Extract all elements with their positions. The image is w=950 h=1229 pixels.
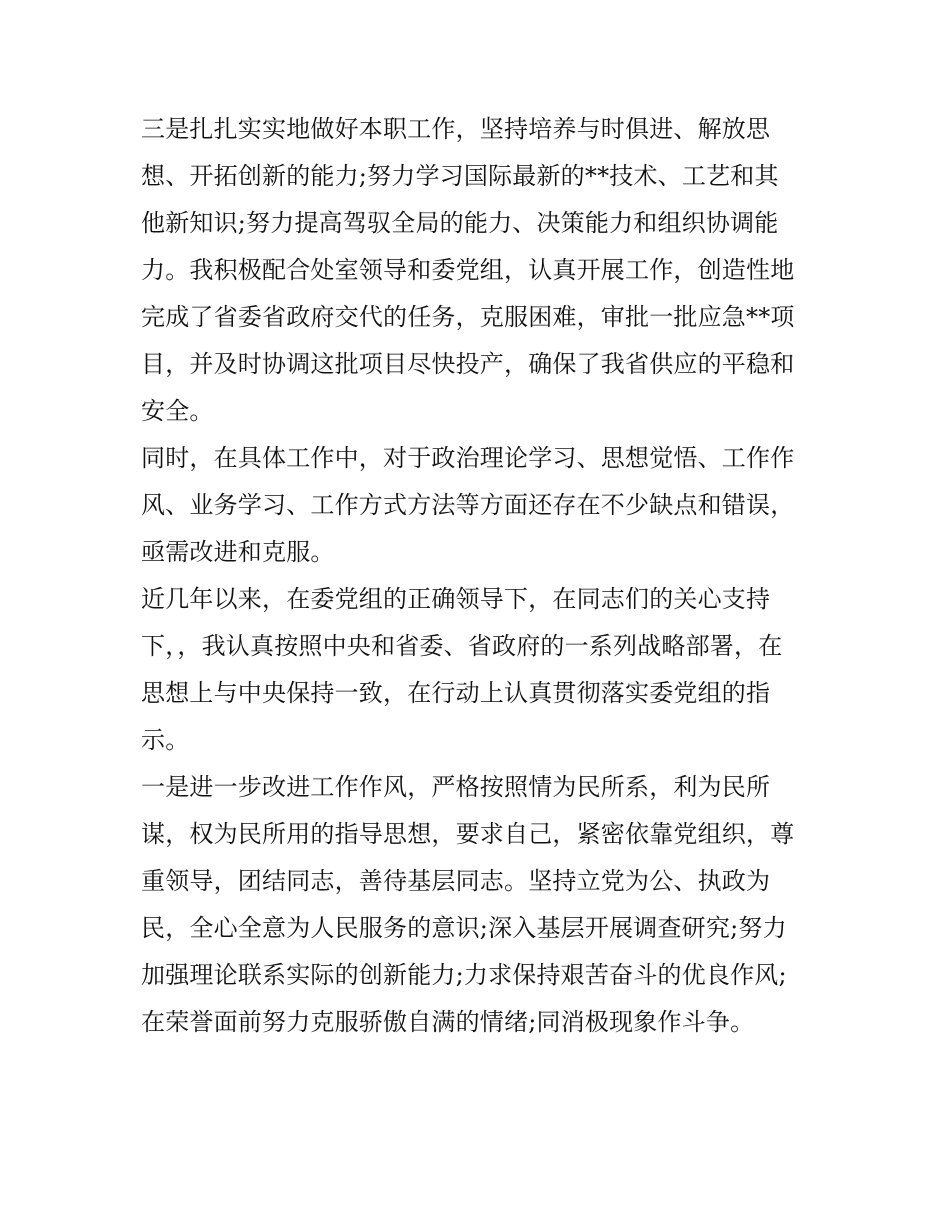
text-line: 力。我积极配合处室领导和委党组，认真开展工作，创造性地 (141, 256, 795, 284)
text-line: 他新知识;努力提高驾驭全局的能力、决策能力和组织协调能 (141, 209, 779, 237)
text-line: 示。 (141, 726, 190, 754)
text-line: 完成了省委省政府交代的任务，克服困难，审批一批应急**项 (141, 303, 795, 331)
text-line: 在荣誉面前努力克服骄傲自满的情绪;同消极现象作斗争。 (141, 1008, 755, 1036)
text-line: 民，全心全意为人民服务的意识;深入基层开展调查研究;努力 (141, 914, 787, 942)
text-line: 同时，在具体工作中，对于政治理论学习、思想觉悟、工作作 (141, 444, 795, 472)
text-line: 三是扎扎实实地做好本职工作，坚持培养与时俱进、解放思 (141, 115, 771, 143)
text-line: 想、开拓创新的能力;努力学习国际最新的**技术、工艺和其 (141, 162, 779, 190)
text-line: 谋，权为民所用的指导思想，要求自己，紧密依靠党组织，尊 (141, 820, 795, 848)
document-body (141, 106, 821, 1046)
paragraph-1 (141, 106, 821, 435)
text-line: 亟需改进和克服。 (141, 538, 335, 566)
text-line: 重领导，团结同志，善待基层同志。坚持立党为公、执政为 (141, 867, 771, 895)
text-line: 加强理论联系实际的创新能力;力求保持艰苦奋斗的优良作风; (141, 961, 787, 989)
text-line: 下，，我认真按照中央和省委、省政府的一系列战略部署，在 (141, 632, 783, 660)
paragraph-2 (141, 435, 821, 576)
text-line: 思想上与中央保持一致，在行动上认真贯彻落实委党组的指 (141, 679, 771, 707)
text-line: 一是进一步改进工作作风，严格按照情为民所系，利为民所 (141, 773, 771, 801)
text-line: 安全。 (141, 397, 214, 425)
text-line: 目，并及时协调这批项目尽快投产，确保了我省供应的平稳和 (141, 350, 795, 378)
text-line: 近几年以来，在委党组的正确领导下，在同志们的关心支持 (141, 585, 771, 613)
paragraph-3 (141, 576, 821, 764)
paragraph-4 (141, 764, 821, 1046)
text-line: 风、业务学习、工作方式方法等方面还存在不少缺点和错误， (141, 491, 795, 519)
